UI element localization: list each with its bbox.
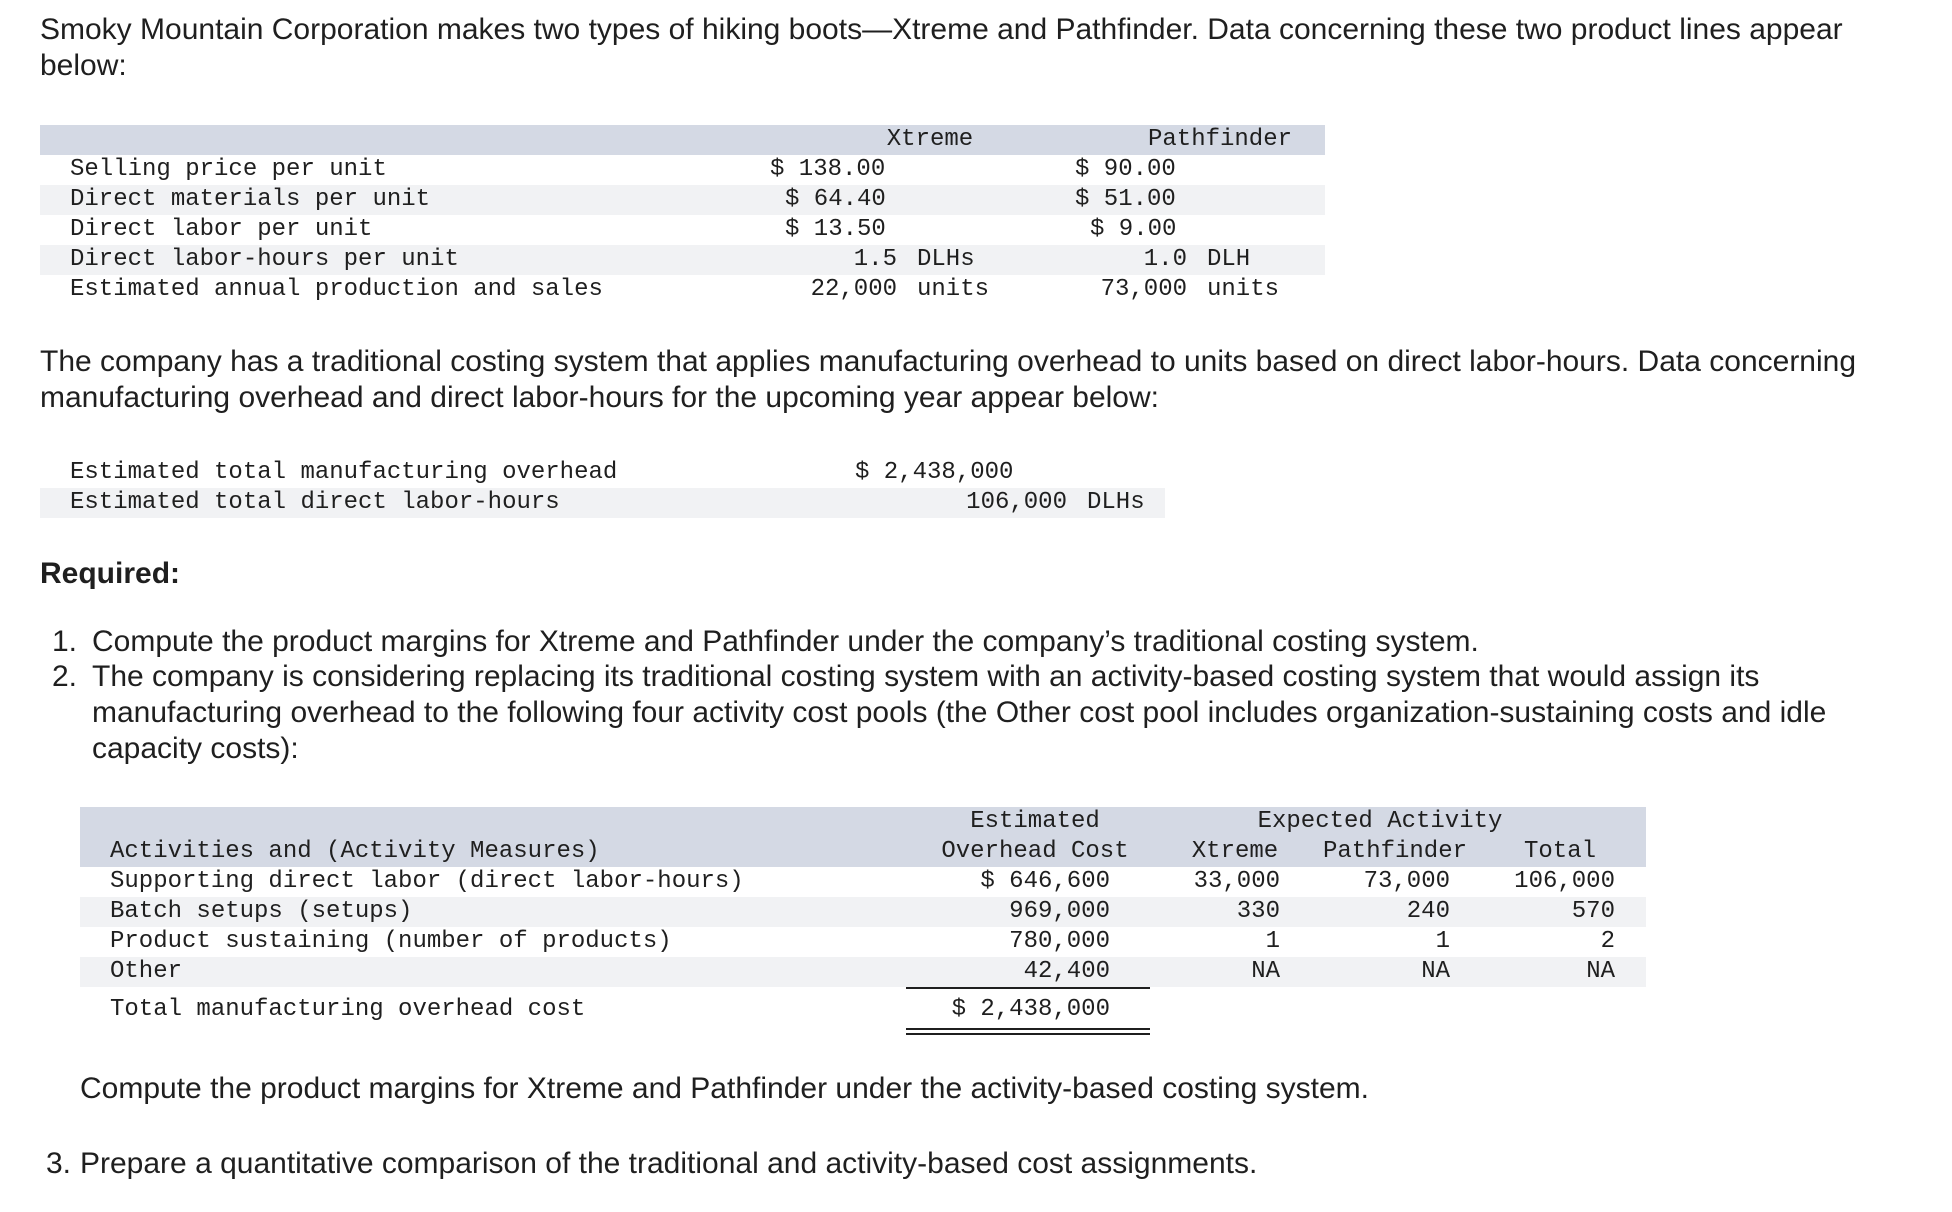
double-rule-bottom xyxy=(906,1033,1150,1035)
xtreme-value: 22,000 xyxy=(810,276,897,303)
table-row xyxy=(40,458,1165,488)
table-row xyxy=(80,897,1646,927)
pathfinder-value: $ 51.00 xyxy=(1075,186,1176,213)
item-number: 1. xyxy=(52,625,78,658)
pathfinder-activity: 73,000 xyxy=(1363,868,1450,895)
table-row xyxy=(40,488,1165,518)
total-activity: 570 xyxy=(1571,898,1615,925)
pathfinder-unit: DLH xyxy=(1207,246,1251,273)
row-label: Estimated annual production and sales xyxy=(70,276,603,303)
double-rule-top xyxy=(906,1028,1150,1030)
total-overhead-cost: $ 2,438,000 xyxy=(951,996,1110,1023)
row-label: Direct labor per unit xyxy=(70,216,373,243)
table-row xyxy=(40,275,1325,305)
list-item xyxy=(52,624,1922,664)
pathfinder-value: $ 90.00 xyxy=(1075,156,1176,183)
xtreme-value: 1.5 xyxy=(853,246,897,273)
pathfinder-activity: 1 xyxy=(1435,928,1450,955)
xtreme-value: $ 64.40 xyxy=(785,186,886,213)
overhead-cost: 969,000 xyxy=(1009,898,1110,925)
table-row xyxy=(80,957,1646,987)
row-label: Direct labor-hours per unit xyxy=(70,246,459,273)
table-row xyxy=(40,185,1325,215)
row-label: Direct materials per unit xyxy=(70,186,431,213)
table-row xyxy=(80,867,1646,897)
table1-header-pathfinder: Pathfinder xyxy=(1147,126,1293,153)
row-label: Estimated total manufacturing overhead xyxy=(70,459,618,486)
compute-abc-text: Compute the product margins for Xtreme and Pathfinder under the activity-based costing system. xyxy=(80,1072,1369,1105)
pathfinder-value: $ 9.00 xyxy=(1090,216,1177,243)
list-item xyxy=(46,1146,1916,1186)
intro-paragraph: Smoky Mountain Corporation makes two types of hiking boots—Xtreme and Pathfinder. Data concerning these two product lines appear below: xyxy=(40,13,1843,82)
table3-header xyxy=(80,807,1646,867)
total-row xyxy=(80,995,1646,1025)
item-text: Compute the product margins for Xtreme and Pathfinder under the company’s traditional costing system. xyxy=(92,625,1479,658)
pathfinder-value: 73,000 xyxy=(1100,276,1187,303)
overhead-cost: $ 646,600 xyxy=(980,868,1110,895)
overhead-cost: 780,000 xyxy=(1009,928,1110,955)
activity-label: Batch setups (setups) xyxy=(110,898,413,925)
total-activity: 106,000 xyxy=(1514,868,1615,895)
overhead-cost: 42,400 xyxy=(1023,958,1110,985)
pathfinder-activity: 240 xyxy=(1406,898,1450,925)
xtreme-activity: 1 xyxy=(1265,928,1280,955)
subtotal-rule xyxy=(906,987,1150,989)
activity-label: Other xyxy=(110,958,183,985)
item-text: The company is considering replacing its traditional costing system with an activity-based costing system that would assign its manufacturing overhead to the following four activity cost pools (the Other cost pool includes organization-sustaining costs and idle capacity costs): xyxy=(92,660,1827,765)
total-activity: 2 xyxy=(1600,928,1615,955)
pathfinder-unit: units xyxy=(1207,276,1280,303)
dlh-unit: DLHs xyxy=(1087,489,1145,516)
required-heading: Required: xyxy=(40,557,181,590)
costing-system-paragraph: The company has a traditional costing system that applies manufacturing overhead to units based on direct labor-hours. Data concerning manufacturing overhead and direct labor-hours for the upcoming year appear below: xyxy=(40,345,1857,414)
header-pathfinder: Pathfinder xyxy=(1322,838,1468,865)
header-overhead-cost: Overhead Cost xyxy=(941,838,1129,865)
pathfinder-activity: NA xyxy=(1421,958,1450,985)
table1-header-row xyxy=(40,125,1325,155)
xtreme-value: $ 138.00 xyxy=(770,156,886,183)
row-label: Selling price per unit xyxy=(70,156,387,183)
header-estimated: Estimated xyxy=(970,808,1100,835)
header-activities: Activities and (Activity Measures) xyxy=(110,838,600,865)
overhead-value: $ 2,438,000 xyxy=(855,459,1014,486)
table1-header-xtreme: Xtreme xyxy=(886,126,974,153)
activity-label: Supporting direct labor (direct labor-hours) xyxy=(110,868,744,895)
total-activity: NA xyxy=(1586,958,1615,985)
table-row xyxy=(40,245,1325,275)
header-total: Total xyxy=(1523,838,1596,865)
table-row xyxy=(80,927,1646,957)
xtreme-activity: NA xyxy=(1251,958,1280,985)
header-xtreme: Xtreme xyxy=(1191,838,1279,865)
xtreme-unit: units xyxy=(917,276,990,303)
item-number: 3. xyxy=(46,1147,72,1180)
xtreme-activity: 33,000 xyxy=(1193,868,1280,895)
table-row xyxy=(40,155,1325,185)
row-label: Estimated total direct labor-hours xyxy=(70,489,560,516)
item-number: 2. xyxy=(52,660,78,693)
xtreme-unit: DLHs xyxy=(917,246,975,273)
pathfinder-value: 1.0 xyxy=(1143,246,1187,273)
table-row xyxy=(40,215,1325,245)
activity-label: Product sustaining (number of products) xyxy=(110,928,672,955)
total-label: Total manufacturing overhead cost xyxy=(110,996,586,1023)
header-expected-activity: Expected Activity xyxy=(1257,808,1503,835)
dlh-value: 106,000 xyxy=(966,489,1067,516)
xtreme-value: $ 13.50 xyxy=(785,216,886,243)
xtreme-activity: 330 xyxy=(1236,898,1280,925)
list-item xyxy=(52,659,1922,769)
item-text: Prepare a quantitative comparison of the traditional and activity-based cost assignments. xyxy=(80,1147,1258,1180)
